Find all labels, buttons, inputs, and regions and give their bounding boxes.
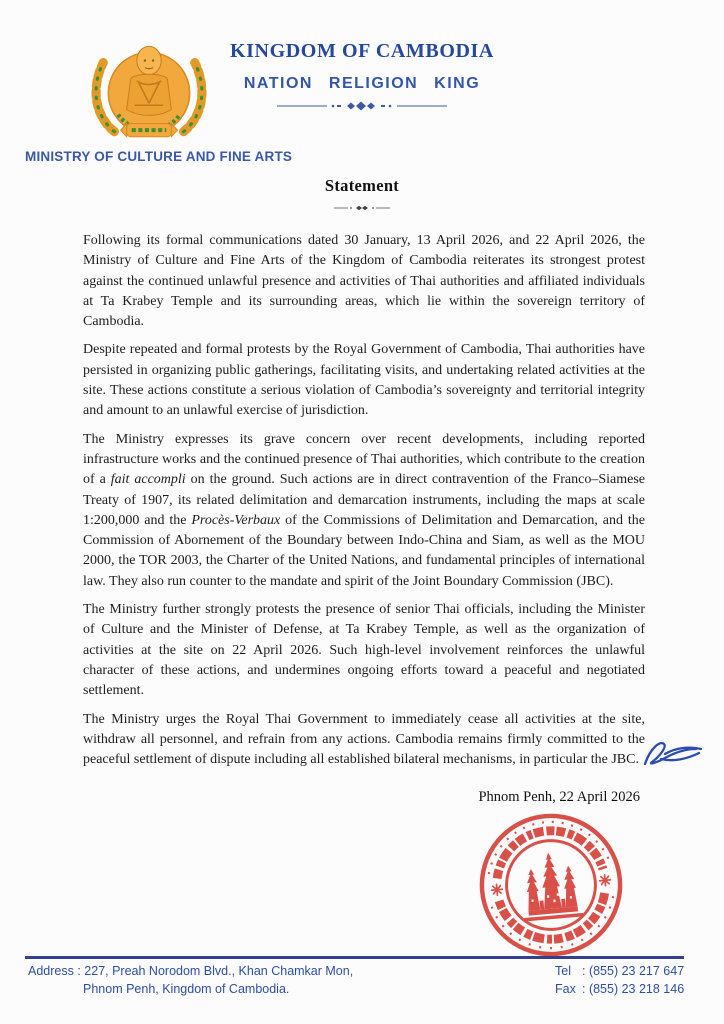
paragraph: The Ministry urges the Royal Thai Government to immediately cease all activities at the site, withdraw all personnel, and refrain from any actions. Cambodia remains firmly committed to the peaceful settlement of dispute including all established bilateral mechanisms, in particular the JBC. bbox=[83, 711, 645, 768]
paragraph: Despite repeated and formal protests by the Royal Government of Cambodia, Thai authorities have persisted in organizing public gatherings, facilitating visits, and undertaking related activities at the site. These actions constitute a serious violation of Cambodia’s sovereignty and territorial integrity and amount to an unlawful exercise of jurisdiction. bbox=[83, 342, 645, 419]
ministry-name: MINISTRY OF CULTURE AND FINE ARTS bbox=[25, 149, 293, 164]
fax-row bbox=[555, 981, 684, 999]
angkor-towers-icon bbox=[519, 850, 584, 922]
paragraph: The Ministry further strongly protests the presence of senior Thai officials, including the Minister of Culture and the Minister of Defense, at Ta Krabey Temple, as well as the organization of activities at the site on 22 April 2026. Such high-level involvement reinforces the unlawful character of these actions, and undermines ongoing efforts toward a peaceful and negotiated settlement. bbox=[83, 602, 645, 699]
title-flourish-icon bbox=[0, 199, 724, 217]
dateline: Phnom Penh, 22 April 2026 bbox=[478, 789, 640, 805]
paragraph: Following its formal communications dated 30 January, 13 April 2026, and 22 April 2026, the Ministry of Culture and Fine Arts of the Kingdom of Cambodia reiterates its strongest protest against the continued unlawful presence and activities of Thai authorities and affiliated individuals at Ta Krabey Temple and its surrounding areas, which lie within the sovereign territory of Cambodia. bbox=[83, 233, 645, 330]
fax-value: : (855) 23 218 146 bbox=[582, 981, 685, 996]
national-motto: NATION RELIGION KING bbox=[243, 75, 481, 92]
address-label: Address : bbox=[28, 964, 81, 978]
address-line-2: Phnom Penh, Kingdom of Cambodia. bbox=[83, 981, 290, 996]
header-divider-ornament-icon bbox=[0, 99, 724, 117]
tel-value: : (855) 23 217 647 bbox=[582, 964, 685, 978]
address-block bbox=[28, 963, 353, 998]
paragraph: The Ministry expresses its grave concern over recent developments, including reported infrastructure works and the continued presence of Thai authorities, which contribute to the creation of a fait accompli on the ground. Such actions are in direct contravention of the Franco–Siamese Treaty of 1907, its related delimitation and demarcation instruments, including the maps at scale 1:200,000 and the Procès-Verbaux of the Commissions of Delimitation and Demarcation, and the Commission of Abornement of the Boundary between Indo-China and Siam, as well as the MOU 2000, the TOR 2003, the Charter of the United Nations, and fundamental principles of international law. They also run counter to the mandate and spirit of the Joint Boundary Commission (JBC). bbox=[83, 431, 645, 589]
address-value-1: 227, Preah Norodom Blvd., Khan Chamkar Mon, bbox=[84, 964, 354, 978]
kingdom-title: KINGDOM OF CAMBODIA bbox=[230, 40, 494, 62]
signature-initials bbox=[641, 737, 705, 776]
statement-body bbox=[83, 231, 645, 778]
contact-block bbox=[555, 963, 684, 998]
footer-rule bbox=[25, 956, 684, 959]
tel-row bbox=[555, 963, 684, 981]
ministry-red-seal-icon bbox=[477, 811, 625, 964]
fax-label: Fax bbox=[555, 981, 576, 996]
statement-title: Statement bbox=[324, 176, 400, 195]
tel-label: Tel bbox=[555, 964, 571, 978]
address-line-1 bbox=[28, 963, 353, 981]
